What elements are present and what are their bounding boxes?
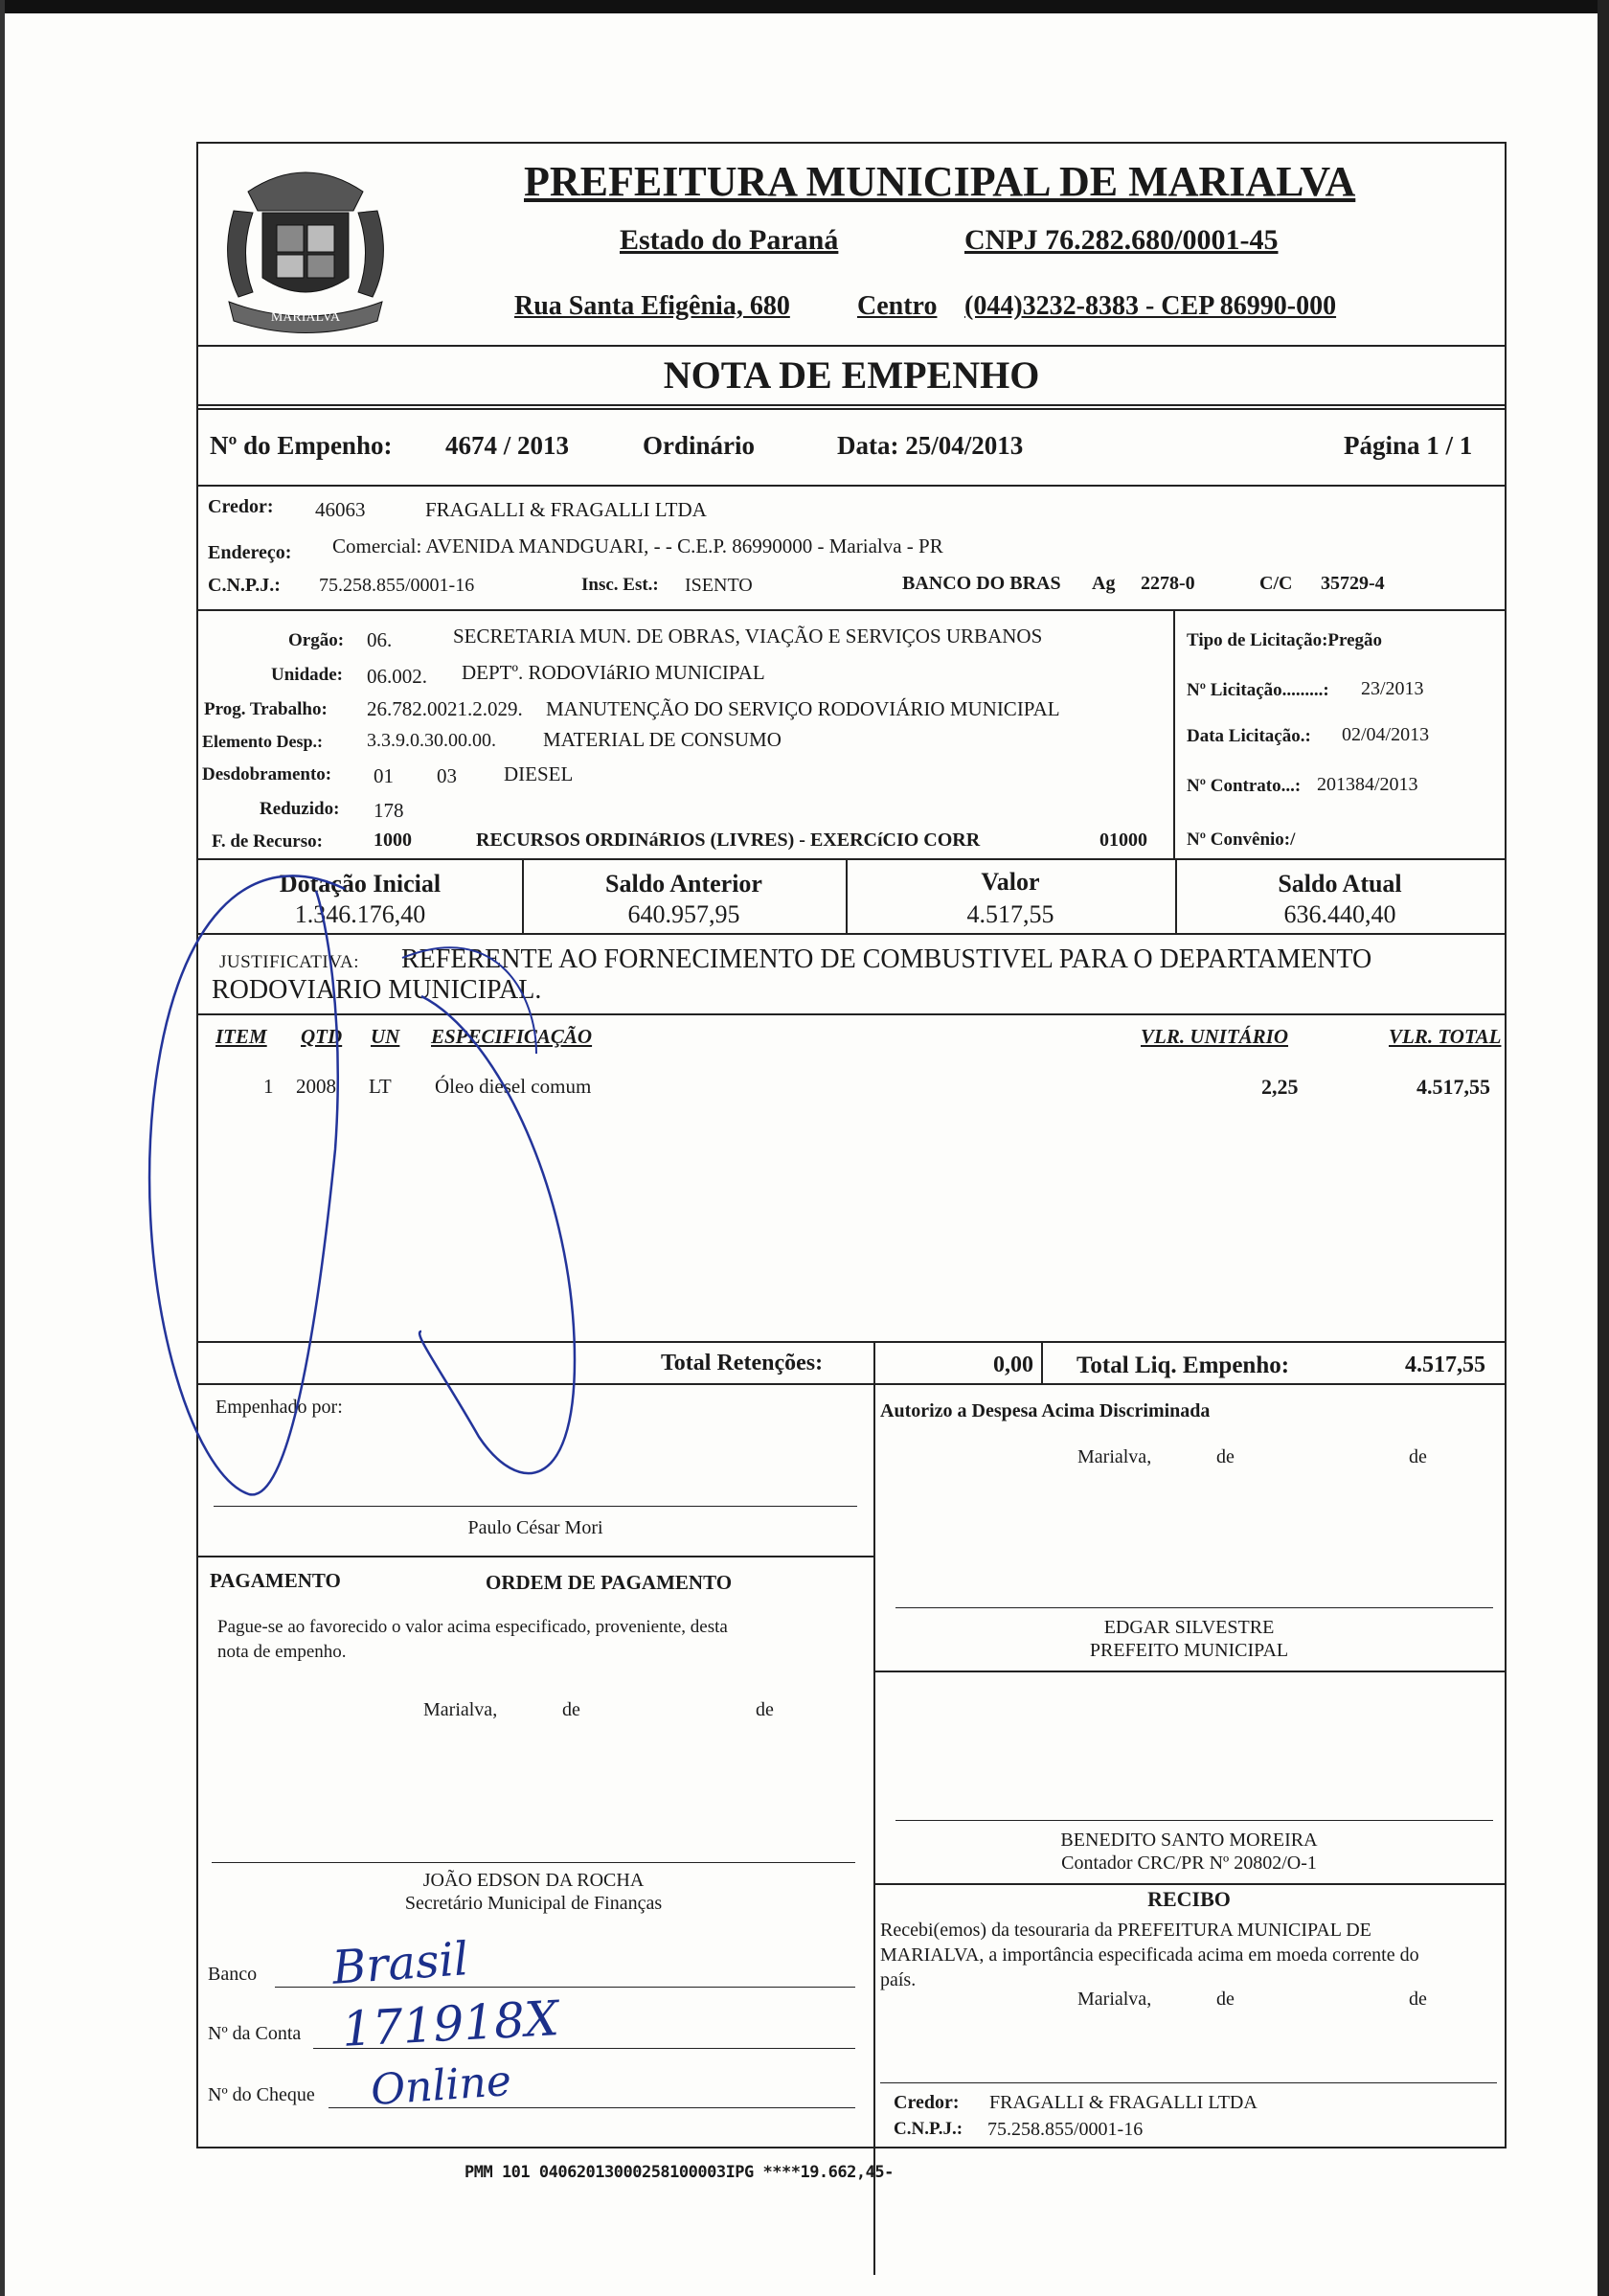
row-unit-price: 2,25 bbox=[1261, 1075, 1299, 1099]
recibo-text1: Recebi(emos) da tesouraria da PREFEITURA MUNICIPAL DE bbox=[880, 1920, 1371, 1941]
col-item-header: ITEM bbox=[215, 1025, 267, 1048]
empenhado-label: Empenhado por: bbox=[215, 1397, 343, 1418]
pagamento-de2: de bbox=[756, 1699, 774, 1720]
creditor-name: FRAGALLI & FRAGALLI LTDA bbox=[425, 498, 707, 521]
state-label: Estado do Paraná bbox=[620, 224, 839, 256]
reduzido-value: 178 bbox=[374, 799, 404, 822]
dotacao-label: Dotação Inicial bbox=[279, 870, 442, 898]
saldo-atual-value: 636.440,40 bbox=[1283, 900, 1396, 928]
recibo-text3: país. bbox=[880, 1969, 917, 1990]
empenhado-name: Paulo César Mori bbox=[467, 1517, 603, 1538]
total-liq-value: 4.517,55 bbox=[1405, 1353, 1485, 1377]
creditor-cnpj: 75.258.855/0001-16 bbox=[319, 575, 475, 596]
contador-role: Contador CRC/PR Nº 20802/O-1 bbox=[1061, 1853, 1317, 1874]
creditor-code: 46063 bbox=[315, 498, 366, 521]
empenho-number-label: Nº do Empenho: bbox=[210, 431, 393, 460]
cc-label: C/C bbox=[1259, 573, 1293, 594]
tipo-licitacao: Tipo de Licitação:Pregão bbox=[1187, 630, 1383, 650]
secretario-name: JOÃO EDSON DA ROCHA bbox=[422, 1870, 645, 1891]
banco-handwriting: Brasil bbox=[330, 1932, 470, 1995]
creditor-label: Credor: bbox=[208, 496, 274, 517]
justificativa-label: JUSTIFICATIVA: bbox=[219, 952, 360, 972]
banco-label: Banco bbox=[208, 1964, 258, 1985]
dotacao-value: 1.346.176,40 bbox=[294, 900, 426, 928]
licitacao-number-label: Nº Licitação.........: bbox=[1187, 680, 1329, 700]
col-un-header: UN bbox=[371, 1025, 400, 1048]
conta-handwriting: 171918X bbox=[340, 1990, 560, 2057]
desdobramento-label: Desdobramento: bbox=[202, 764, 332, 784]
unidade-code: 06.002. bbox=[367, 665, 427, 688]
justificativa-line1: REFERENTE AO FORNECIMENTO DE COMBUSTIVEL PARA O DEPARTAMENTO bbox=[401, 944, 1372, 974]
empenho-date: Data: 25/04/2013 bbox=[837, 431, 1024, 460]
recibo-credor: FRAGALLI & FRAGALLI LTDA bbox=[989, 2092, 1258, 2113]
pagamento-de1: de bbox=[562, 1699, 580, 1720]
row-un: LT bbox=[369, 1075, 392, 1098]
prog-label: Prog. Trabalho: bbox=[204, 699, 328, 719]
saldo-anterior-value: 640.957,95 bbox=[627, 900, 740, 928]
recibo-text2: MARIALVA, a importância especificada acima em moeda corrente do bbox=[880, 1944, 1419, 1966]
valor-label: Valor bbox=[981, 868, 1040, 896]
recibo-de1: de bbox=[1216, 1989, 1235, 2010]
elemento-label: Elemento Desp.: bbox=[202, 732, 323, 751]
svg-text:MARIALVA: MARIALVA bbox=[270, 310, 341, 325]
phone-cep-label: (044)3232-8383 - CEP 86990-000 bbox=[964, 291, 1337, 321]
recibo-cnpj: 75.258.855/0001-16 bbox=[987, 2119, 1144, 2140]
contrato-number: 201384/2013 bbox=[1317, 774, 1418, 795]
elemento-name: MATERIAL DE CONSUMO bbox=[543, 728, 782, 751]
conta-label: Nº da Conta bbox=[208, 2023, 302, 2044]
ie-label: Insc. Est.: bbox=[581, 575, 659, 595]
autorizo-de2: de bbox=[1409, 1446, 1427, 1467]
fonte-label: F. de Recurso: bbox=[212, 831, 323, 852]
ag-label: Ag bbox=[1092, 573, 1116, 594]
creditor-ie: ISENTO bbox=[685, 575, 753, 596]
elemento-code: 3.3.9.0.30.00.00. bbox=[367, 730, 496, 751]
scan-edge-top bbox=[0, 0, 1609, 13]
desdobramento-a: 01 bbox=[374, 764, 394, 787]
row-total: 4.517,55 bbox=[1416, 1075, 1490, 1099]
autorizo-city: Marialva, bbox=[1077, 1446, 1152, 1467]
prefeito-name: EDGAR SILVESTRE bbox=[1103, 1617, 1275, 1638]
creditor-cc: 35729-4 bbox=[1321, 573, 1385, 594]
secretario-role: Secretário Municipal de Finanças bbox=[404, 1893, 663, 1914]
nota-de-empenho-form bbox=[196, 142, 1507, 2148]
crest-icon bbox=[210, 153, 401, 345]
valor-value: 4.517,55 bbox=[966, 900, 1054, 928]
address-label: Rua Santa Efigênia, 680 bbox=[514, 291, 790, 321]
pagamento-label: PAGAMENTO bbox=[210, 1569, 341, 1592]
justificativa-line2: RODOVIARIO MUNICIPAL. bbox=[212, 975, 542, 1005]
desdobramento-name: DIESEL bbox=[504, 762, 574, 785]
total-liq-label: Total Liq. Empenho: bbox=[1076, 1353, 1290, 1378]
convenio-label: Nº Convênio:/ bbox=[1187, 830, 1296, 850]
licitacao-number: 23/2013 bbox=[1361, 678, 1424, 699]
creditor-address: Comercial: AVENIDA MANDGUARI, - - C.E.P. 86990000 - Marialva - PR bbox=[332, 534, 943, 557]
fonte-name: RECURSOS ORDINáRIOS (LIVRES) - EXERCíCIO CORR bbox=[476, 830, 981, 851]
saldo-anterior-label: Saldo Anterior bbox=[605, 870, 762, 898]
pagamento-text1: Pague-se ao favorecido o valor acima especificado, proveniente, desta bbox=[217, 1617, 728, 1637]
orgao-label: Orgão: bbox=[288, 630, 345, 650]
empenho-number: 4674 / 2013 bbox=[445, 431, 570, 460]
pagamento-city: Marialva, bbox=[423, 1699, 498, 1720]
reduzido-label: Reduzido: bbox=[260, 799, 340, 819]
prefeito-role: PREFEITO MUNICIPAL bbox=[1089, 1640, 1289, 1661]
licitacao-date-label: Data Licitação.: bbox=[1187, 726, 1311, 746]
autorizo-label: Autorizo a Despesa Acima Discriminada bbox=[880, 1400, 1211, 1421]
recibo-label: RECIBO bbox=[1147, 1887, 1231, 1911]
cheque-label: Nº do Cheque bbox=[208, 2084, 315, 2105]
scan-edge-left bbox=[0, 0, 5, 2296]
cnpj-label: CNPJ 76.282.680/0001-45 bbox=[964, 224, 1279, 256]
district-label: Centro bbox=[857, 291, 938, 321]
address-field-label: Endereço: bbox=[208, 542, 292, 563]
ordem-pagamento-label: ORDEM DE PAGAMENTO bbox=[486, 1571, 733, 1594]
pagamento-text2: nota de empenho. bbox=[217, 1642, 347, 1662]
row-desc: Óleo diesel comum bbox=[435, 1075, 592, 1098]
orgao-name: SECRETARIA MUN. DE OBRAS, VIAÇÃO E SERVIÇOS URBANOS bbox=[453, 625, 1043, 648]
page-number: Página 1 / 1 bbox=[1344, 431, 1473, 460]
col-spec-header: ESPECIFICAÇÃO bbox=[431, 1025, 593, 1048]
empenho-type: Ordinário bbox=[643, 431, 756, 460]
total-retencoes-label: Total Retenções: bbox=[661, 1351, 824, 1375]
col-unit-header: VLR. UNITÁRIO bbox=[1141, 1025, 1289, 1048]
unidade-name: DEPTº. RODOVIáRIO MUNICIPAL bbox=[462, 661, 765, 684]
recibo-credor-label: Credor: bbox=[894, 2092, 960, 2113]
doc-title: NOTA DE EMPENHO bbox=[663, 353, 1040, 397]
recibo-city: Marialva, bbox=[1077, 1989, 1152, 2010]
unidade-label: Unidade: bbox=[271, 665, 343, 685]
saldo-atual-label: Saldo Atual bbox=[1278, 870, 1402, 898]
col-total-header: VLR. TOTAL bbox=[1389, 1025, 1502, 1048]
cnpj-field-label: C.N.P.J.: bbox=[208, 575, 281, 596]
creditor-ag: 2278-0 bbox=[1141, 573, 1195, 594]
cheque-handwriting: Online bbox=[369, 2056, 513, 2116]
prog-name: MANUTENÇÃO DO SERVIÇO RODOVIÁRIO MUNICIPAL bbox=[546, 697, 1060, 720]
desdobramento-b: 03 bbox=[437, 764, 457, 787]
prog-code: 26.782.0021.2.029. bbox=[367, 697, 523, 720]
fonte-sub: 01000 bbox=[1099, 830, 1147, 851]
scan-edge-right bbox=[1598, 0, 1609, 2296]
contrato-label: Nº Contrato...: bbox=[1187, 776, 1302, 796]
contador-name: BENEDITO SANTO MOREIRA bbox=[1060, 1830, 1318, 1851]
fonte-code: 1000 bbox=[374, 830, 412, 851]
autorizo-de1: de bbox=[1216, 1446, 1235, 1467]
orgao-code: 06. bbox=[367, 628, 393, 651]
licitacao-date: 02/04/2013 bbox=[1342, 724, 1430, 745]
footer-code: PMM 101 04062013000258100003IPG ****19.662,45- bbox=[465, 2163, 894, 2182]
recibo-cnpj-label: C.N.P.J.: bbox=[894, 2119, 963, 2139]
col-qtd-header: QTD bbox=[301, 1025, 343, 1048]
row-item: 1 bbox=[263, 1075, 274, 1098]
recibo-de2: de bbox=[1409, 1989, 1427, 2010]
municipality-title: PREFEITURA MUNICIPAL DE MARIALVA bbox=[524, 158, 1356, 205]
row-qtd: 2008 bbox=[296, 1075, 336, 1098]
creditor-bank: BANCO DO BRAS bbox=[902, 573, 1061, 594]
total-retencoes-value: 0,00 bbox=[993, 1353, 1033, 1377]
